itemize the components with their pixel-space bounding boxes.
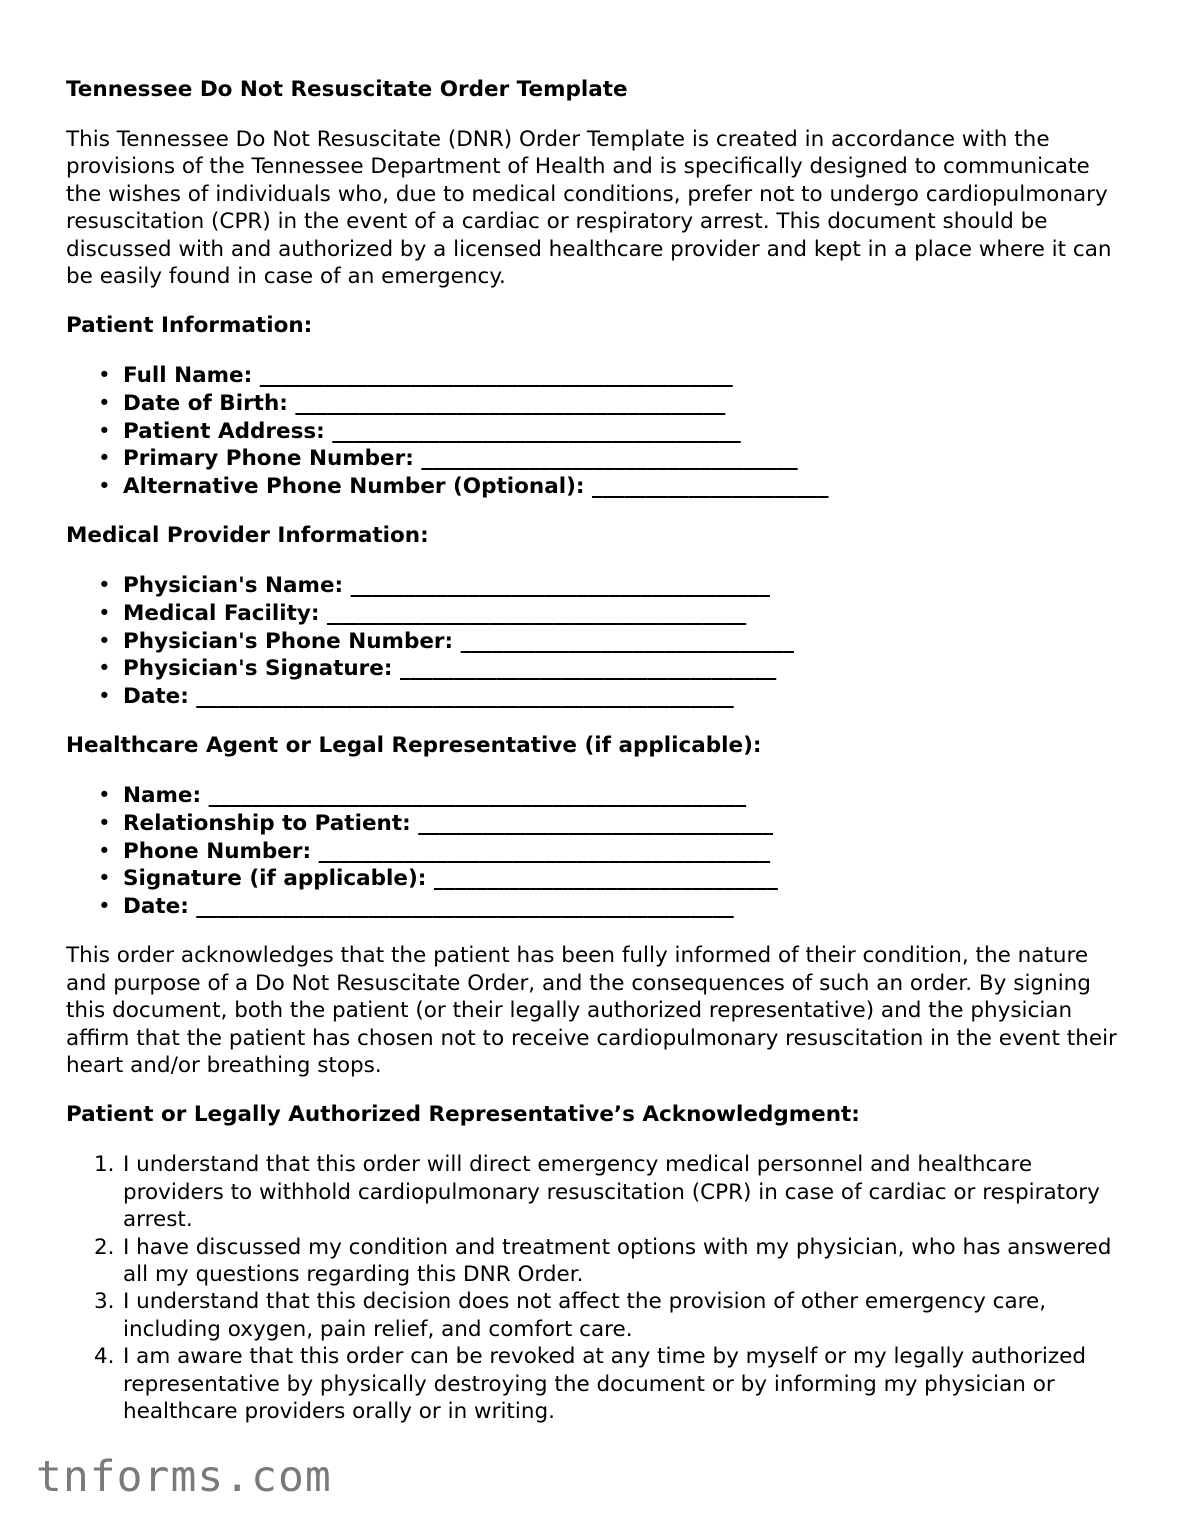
relationship-field[interactable]: • Relationship to Patient: _________________________________ <box>66 810 1126 838</box>
item-number: 4. <box>94 1344 115 1370</box>
acknowledgment-item <box>66 1343 1126 1425</box>
acknowledgment-heading: Patient or Legally Authorized Representative’s Acknowledgment: <box>66 1102 860 1128</box>
item-text: I understand that this order will direct emergency medical personnel and healthcare providers to withhold cardiopulmonary resuscitation (CPR) in case of cardiac or respiratory arrest. <box>123 1152 1100 1233</box>
agent-date-field[interactable]: • Date: __________________________________________________ <box>66 893 1126 921</box>
date-of-birth-field[interactable]: • Date of Birth: ________________________________________ <box>66 390 1126 418</box>
item-number: 1. <box>94 1152 115 1178</box>
provider-date-field[interactable]: • Date: __________________________________________________ <box>66 683 1126 711</box>
full-name-field[interactable]: • Full Name: ____________________________________________ <box>66 362 1126 390</box>
physician-name-field[interactable]: • Physician's Name: _______________________________________ <box>66 572 1126 600</box>
item-number: 2. <box>94 1234 115 1260</box>
site-watermark: tnforms.com <box>36 1452 332 1502</box>
acknowledgment-item <box>66 1234 1126 1289</box>
agent-phone-field[interactable]: • Phone Number: __________________________________________ <box>66 838 1126 866</box>
item-number: 3. <box>94 1289 115 1315</box>
alternative-phone-field[interactable]: • Alternative Phone Number (Optional): ______________________ <box>66 473 1126 501</box>
item-text: I have discussed my condition and treatment options with my physician, who has answered all my questions regarding this DNR Order. <box>123 1234 1112 1287</box>
physician-phone-field[interactable]: • Physician's Phone Number: _______________________________ <box>66 628 1126 656</box>
document-page <box>66 76 1126 1425</box>
intro-paragraph: This Tennessee Do Not Resuscitate (DNR) Order Template is created in accordance with the provisions of the Tennessee Department of Health and is specifically designed to communicate the wishes of individuals who, due to medical conditions, prefer not to undergo cardiopulmonary resuscitation (CPR) in the event of a cardiac or respiratory arrest. This document should be discussed with and authorized by a licensed healthcare provider and kept in a place where it can be easily found in case of an emergency. <box>66 127 1112 290</box>
acknowledgment-paragraph: This order acknowledges that the patient has been fully informed of their condition, the nature and purpose of a Do Not Resuscitate Order, and the consequences of such an order. By signing this document, both the patient (or their legally authorized representative) and the physician affirm that the patient has chosen not to receive cardiopulmonary resuscitation in the event their heart and/or breathing stops. <box>66 943 1117 1078</box>
acknowledgment-list <box>66 1151 1126 1425</box>
item-text: I understand that this decision does not affect the provision of other emergency care, including oxygen, pain relief, and comfort care. <box>123 1289 1047 1342</box>
primary-phone-field[interactable]: • Primary Phone Number: ___________________________________ <box>66 445 1126 473</box>
agent-info-list <box>66 782 1126 920</box>
item-text: I am aware that this order can be revoked at any time by myself or my legally authorized representative by physically destroying the document or by informing my physician or healthcare providers orally or in writing. <box>123 1344 1086 1425</box>
provider-info-list <box>66 572 1126 710</box>
patient-info-heading: Patient Information: <box>66 313 313 339</box>
document-title: Tennessee Do Not Resuscitate Order Template <box>66 77 628 102</box>
acknowledgment-item <box>66 1288 1126 1343</box>
acknowledgment-item <box>66 1151 1126 1233</box>
provider-info-heading: Medical Provider Information: <box>66 523 429 549</box>
agent-signature-field[interactable]: • Signature (if applicable): ________________________________ <box>66 865 1126 893</box>
physician-signature-field[interactable]: • Physician's Signature: ___________________________________ <box>66 655 1126 683</box>
medical-facility-field[interactable]: • Medical Facility: _______________________________________ <box>66 600 1126 628</box>
patient-info-list <box>66 362 1126 500</box>
agent-name-field[interactable]: • Name: __________________________________________________ <box>66 782 1126 810</box>
patient-address-field[interactable]: • Patient Address: ______________________________________ <box>66 418 1126 446</box>
agent-info-heading: Healthcare Agent or Legal Representative (if applicable): <box>66 733 762 759</box>
